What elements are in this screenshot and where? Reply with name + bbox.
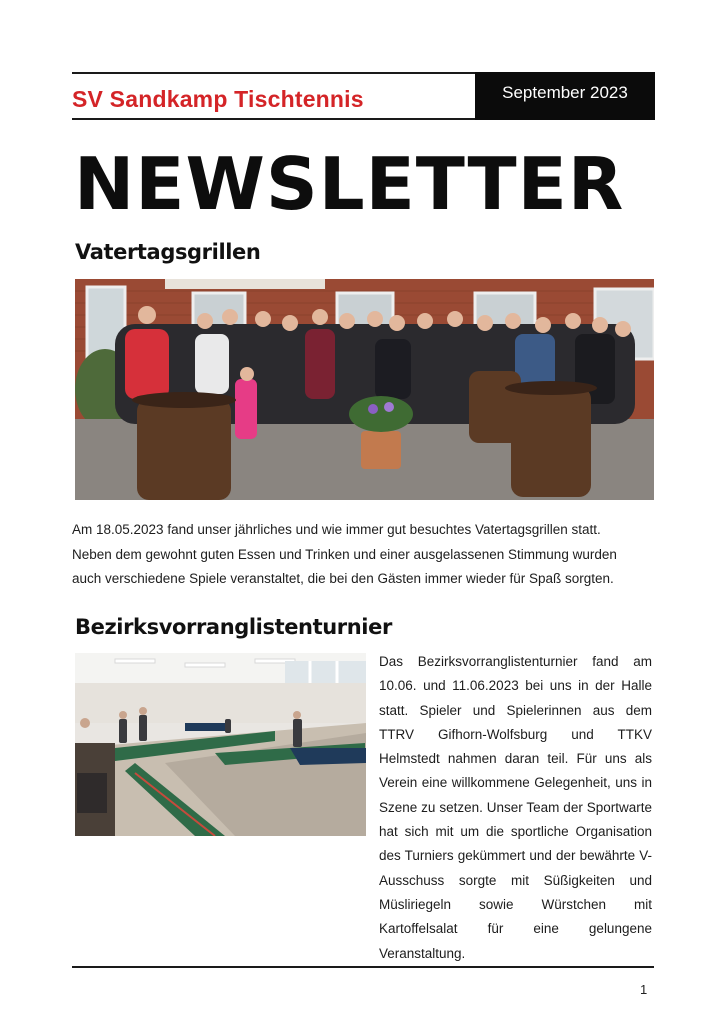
section-heading-bezirksvorranglistenturnier: Bezirksvorranglistenturnier [75,615,392,639]
footer-divider [72,966,654,968]
bezirksvorranglistenturnier-text: Das Bezirksvorranglistenturnier fand am 10.06. und 11.06.2023 bei uns in der Halle statt. Spieler und Spielerinnen aus dem TTRV Gifhorn-Wolfsburg und TTKV Helmstedt nahmen daran teil. Für uns als Verein eine willkommene Gelegenheit, uns in Szene zu setzen. Unser Team der Sportwarte hat sich mit um die sportliche Organisation des Turniers gekümmert und der bewährte V-Ausschuss sorgte mit Süßigkeiten und Müsliriegeln sowie Würstchen mit Kartoffelsalat für eine gelungene Veranstaltung. [379,654,652,961]
paragraph-line: Neben dem gewohnt guten Essen und Trinken und einer ausgelassenen Stimmung wurden [72,546,617,562]
tournament-hall-photo [75,653,366,836]
vatertagsgrillen-text [72,518,672,592]
club-name: SV Sandkamp Tischtennis [72,86,364,112]
issue-date: September 2023 [475,72,655,120]
newsletter-title: NEWSLETTER [74,142,625,226]
section-heading-vatertagsgrillen: Vatertagsgrillen [75,240,261,264]
paragraph-line: Am 18.05.2023 fand unser jährliches und wie immer gut besuchtes Vatertagsgrillen statt. [72,522,601,537]
group-photo [75,279,654,500]
newsletter-header [72,72,654,120]
page-number: 1 [640,982,648,997]
paragraph-line: auch verschiedene Spiele veranstaltet, die bei den Gästen immer wieder für Spaß sorgten. [72,571,614,586]
